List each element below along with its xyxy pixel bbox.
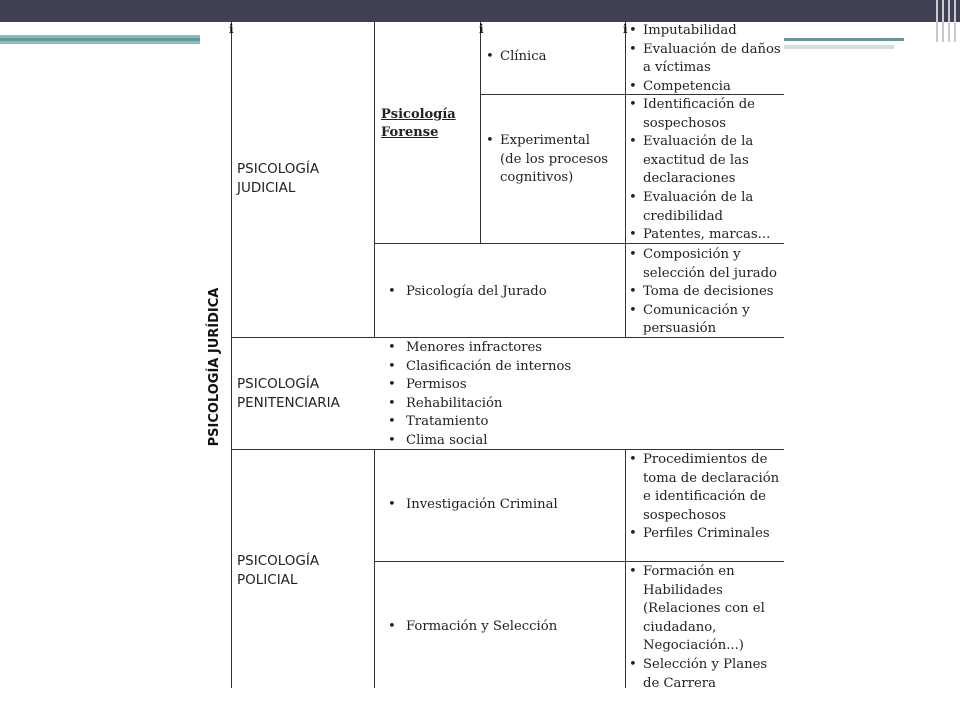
vertical-title: PSICOLOGÍA JURÍDICA [207, 287, 222, 447]
list-item: • Formación y Selección [378, 618, 623, 637]
list-item: • Clínica [484, 48, 619, 67]
accent-line-right [784, 38, 904, 41]
list-item: • Perfiles Criminales [627, 525, 783, 544]
investigacion-cell [378, 496, 623, 515]
corner-decoration [936, 0, 938, 42]
forense-cell [381, 106, 476, 142]
forense-label: Psicología Forense [381, 107, 456, 140]
table-divider [625, 22, 626, 337]
list-item: • Identificación de sospechosos [627, 96, 783, 133]
investigacion-items [627, 451, 783, 544]
list-item: • Experimental (de los procesos cognitivos) [484, 132, 612, 188]
corner-decoration [954, 0, 956, 42]
section-label-judicial: PSICOLOGÍA JUDICIAL [237, 161, 320, 196]
jurado-cell [378, 283, 623, 302]
list-item: • Formación en Habilidades (Relaciones con el ciudadano, Negociación...) [627, 563, 783, 656]
list-item: • Evaluación de la credibilidad [627, 189, 783, 226]
formacion-cell [378, 618, 623, 637]
list-item: • Procedimientos de toma de declaración e identificación de sospechosos [627, 451, 783, 525]
tick-mark: i [479, 22, 484, 36]
accent-band-right [784, 45, 894, 49]
clinica-cell [484, 48, 619, 67]
section-label-penitenciaria: PSICOLOGÍA PENITENCIARIA [237, 376, 340, 411]
table-divider [374, 561, 784, 562]
penitenciaria-items [378, 339, 778, 451]
formacion-items [627, 563, 783, 693]
experimental-cell [484, 132, 612, 188]
clinica-items [627, 22, 783, 96]
slide-content [200, 22, 784, 720]
corner-decoration [942, 0, 944, 42]
table-divider [374, 22, 375, 337]
list-item: • Composición y selección del jurado [627, 246, 783, 283]
table-divider [480, 22, 481, 243]
list-item: • Menores infractores [378, 339, 778, 358]
table-border-left [231, 22, 232, 688]
corner-decoration [948, 0, 950, 42]
list-item: • Clasificación de internos [378, 358, 778, 377]
list-item: • Investigación Criminal [378, 496, 623, 515]
list-item: • Evaluación de la exactitud de las declaraciones [627, 133, 783, 189]
list-item: • Permisos [378, 376, 778, 395]
tick-mark: i [623, 22, 628, 36]
top-title-bar [0, 0, 960, 22]
jurado-items [627, 246, 783, 339]
list-item: • Comunicación y persuasión [627, 302, 783, 339]
table-divider [625, 449, 626, 688]
tick-mark: i [229, 22, 234, 36]
section-label-policial: PSICOLOGÍA POLICIAL [237, 553, 320, 588]
experimental-items [627, 96, 783, 245]
list-item: • Patentes, marcas... [627, 226, 783, 245]
list-item: • Imputabilidad [627, 22, 783, 41]
list-item: • Competencia [627, 78, 783, 97]
list-item: • Psicología del Jurado [378, 283, 623, 302]
table-divider [374, 449, 375, 688]
list-item: • Rehabilitación [378, 395, 778, 414]
list-item: • Toma de decisiones [627, 283, 783, 302]
list-item: • Evaluación de daños a víctimas [627, 41, 783, 78]
list-item: • Tratamiento [378, 413, 778, 432]
list-item: • Selección y Planes de Carrera [627, 656, 783, 693]
accent-line-left [0, 38, 200, 41]
list-item: • Clima social [378, 432, 778, 451]
